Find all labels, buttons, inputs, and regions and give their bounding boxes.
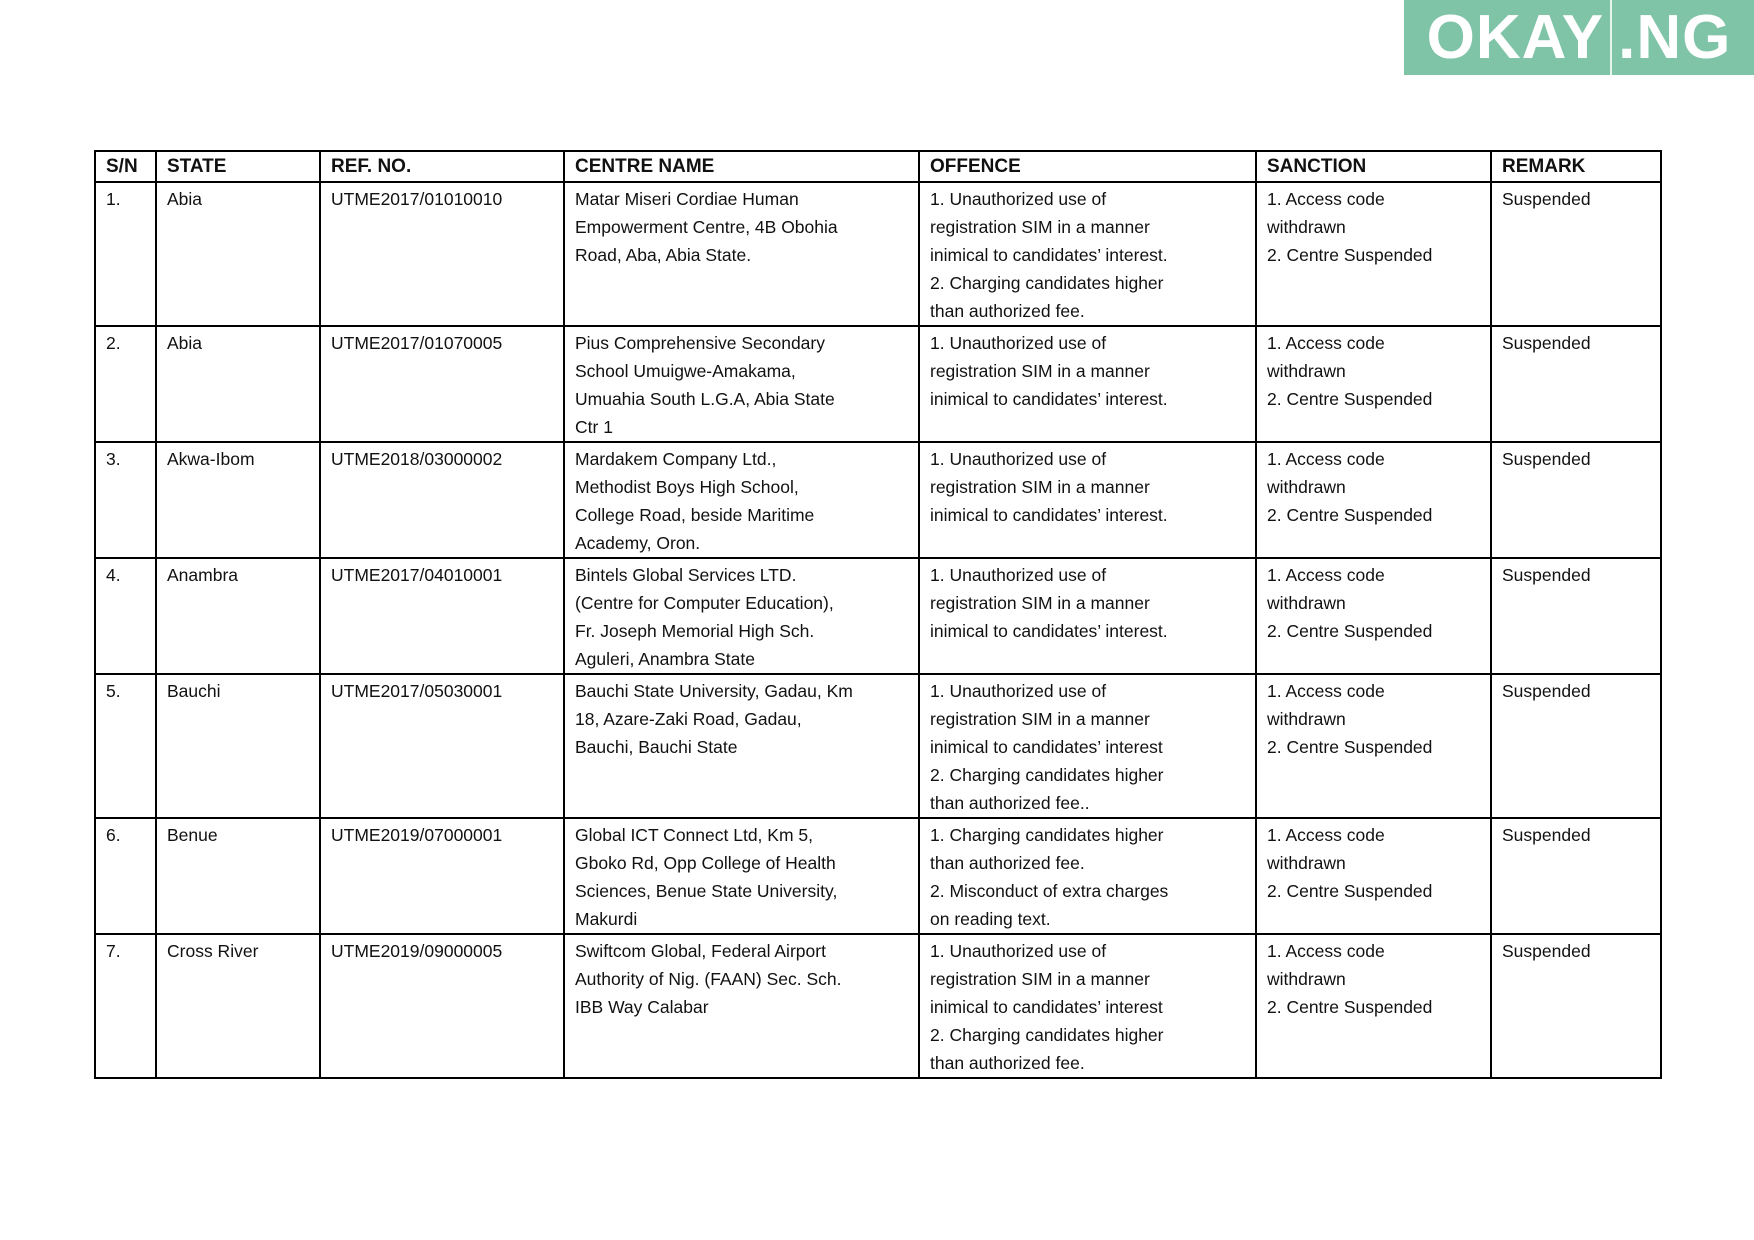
cell-line: 1. Unauthorized use of bbox=[930, 449, 1107, 469]
cell-line: Fr. Joseph Memorial High Sch. bbox=[575, 621, 815, 641]
cell-sanction bbox=[1256, 182, 1491, 326]
cell-line: 1. Charging candidates higher bbox=[930, 825, 1164, 845]
column-header-state: STATE bbox=[156, 151, 320, 182]
cell-line: Bauchi bbox=[167, 681, 221, 701]
cell-line: 1. Access code bbox=[1267, 333, 1385, 353]
cell-line: inimical to candidates’ interest. bbox=[930, 621, 1168, 641]
cell-line: Mardakem Company Ltd., bbox=[575, 449, 777, 469]
cell-line: 1. bbox=[106, 189, 121, 209]
column-header-serial-number: S/N bbox=[95, 151, 156, 182]
cell-line: Benue bbox=[167, 825, 218, 845]
cell-offence bbox=[919, 934, 1256, 1078]
cell-line: 2. Centre Suspended bbox=[1267, 245, 1433, 265]
cell-line: Aguleri, Anambra State bbox=[575, 649, 755, 669]
cell-line: UTME2018/03000002 bbox=[331, 449, 503, 469]
logo-text-right: .NG bbox=[1618, 3, 1732, 72]
cell-remark bbox=[1491, 182, 1661, 326]
cell-line: 2. Centre Suspended bbox=[1267, 737, 1433, 757]
okay-ng-logo bbox=[1404, 0, 1754, 75]
cell-line: UTME2019/07000001 bbox=[331, 825, 503, 845]
cell-line: 1. Access code bbox=[1267, 189, 1385, 209]
cell-line: 2. Centre Suspended bbox=[1267, 997, 1433, 1017]
column-header-sanction: SANCTION bbox=[1256, 151, 1491, 182]
cell-centre-name bbox=[564, 182, 919, 326]
cell-line: inimical to candidates’ interest bbox=[930, 737, 1163, 757]
column-header-ref-no: REF. NO. bbox=[320, 151, 564, 182]
cell-sanction bbox=[1256, 558, 1491, 674]
cell-line: UTME2017/01070005 bbox=[331, 333, 503, 353]
cell-line: withdrawn bbox=[1267, 709, 1346, 729]
cell-line: Bintels Global Services LTD. bbox=[575, 565, 797, 585]
cell-offence bbox=[919, 674, 1256, 818]
cell-line: Umuahia South L.G.A, Abia State bbox=[575, 389, 835, 409]
cell-state bbox=[156, 182, 320, 326]
cell-line: Abia bbox=[167, 333, 203, 353]
cell-line: Makurdi bbox=[575, 909, 638, 929]
cell-line: Pius Comprehensive Secondary bbox=[575, 333, 825, 353]
cell-line: Suspended bbox=[1502, 333, 1591, 353]
cell-line: withdrawn bbox=[1267, 217, 1346, 237]
cell-line: inimical to candidates’ interest. bbox=[930, 245, 1168, 265]
cell-line: 2. Centre Suspended bbox=[1267, 621, 1433, 641]
cell-centre-name bbox=[564, 442, 919, 558]
cell-line: Gboko Rd, Opp College of Health bbox=[575, 853, 836, 873]
cell-line: 2. Charging candidates higher bbox=[930, 765, 1164, 785]
cell-line: than authorized fee. bbox=[930, 301, 1085, 321]
cell-line: UTME2019/09000005 bbox=[331, 941, 503, 961]
table-row bbox=[95, 934, 1661, 1078]
cell-line: Suspended bbox=[1502, 941, 1591, 961]
cell-line: 1. Unauthorized use of bbox=[930, 333, 1107, 353]
cell-sanction bbox=[1256, 934, 1491, 1078]
cell-sanction bbox=[1256, 818, 1491, 934]
cell-line: 6. bbox=[106, 825, 121, 845]
cell-line: 7. bbox=[106, 941, 121, 961]
cell-line: UTME2017/05030001 bbox=[331, 681, 503, 701]
cell-sanction bbox=[1256, 674, 1491, 818]
cell-line: 2. Centre Suspended bbox=[1267, 389, 1433, 409]
cell-line: Suspended bbox=[1502, 449, 1591, 469]
cell-line: 2. Charging candidates higher bbox=[930, 1025, 1164, 1045]
cell-remark bbox=[1491, 326, 1661, 442]
cell-ref-no bbox=[320, 674, 564, 818]
cell-line: inimical to candidates’ interest. bbox=[930, 389, 1168, 409]
cell-sanction bbox=[1256, 326, 1491, 442]
cell-line: Anambra bbox=[167, 565, 239, 585]
column-header-remark: REMARK bbox=[1491, 151, 1661, 182]
cell-sanction bbox=[1256, 442, 1491, 558]
table-row bbox=[95, 558, 1661, 674]
cell-line: Swiftcom Global, Federal Airport bbox=[575, 941, 826, 961]
cell-offence bbox=[919, 818, 1256, 934]
cell-centre-name bbox=[564, 818, 919, 934]
cell-line: Ctr 1 bbox=[575, 417, 613, 437]
logo-text-left: OKAY bbox=[1426, 3, 1605, 72]
cell-offence bbox=[919, 326, 1256, 442]
cell-line: 2. bbox=[106, 333, 121, 353]
cell-line: on reading text. bbox=[930, 909, 1051, 929]
cell-serial-number bbox=[95, 934, 156, 1078]
cell-ref-no bbox=[320, 442, 564, 558]
cell-line: withdrawn bbox=[1267, 593, 1346, 613]
cell-serial-number bbox=[95, 326, 156, 442]
cell-serial-number bbox=[95, 182, 156, 326]
cell-state bbox=[156, 674, 320, 818]
cell-line: 1. Unauthorized use of bbox=[930, 565, 1107, 585]
cell-line: Cross River bbox=[167, 941, 259, 961]
cell-centre-name bbox=[564, 558, 919, 674]
cell-offence bbox=[919, 558, 1256, 674]
cell-line: 1. Unauthorized use of bbox=[930, 681, 1107, 701]
sanctions-table bbox=[94, 150, 1662, 1079]
cell-state bbox=[156, 818, 320, 934]
cell-remark bbox=[1491, 934, 1661, 1078]
cell-line: College Road, beside Maritime bbox=[575, 505, 815, 525]
cell-line: 2. Charging candidates higher bbox=[930, 273, 1164, 293]
cell-line: Sciences, Benue State University, bbox=[575, 881, 838, 901]
cell-line: Road, Aba, Abia State. bbox=[575, 245, 752, 265]
cell-serial-number bbox=[95, 558, 156, 674]
cell-line: UTME2017/04010001 bbox=[331, 565, 503, 585]
cell-line: than authorized fee. bbox=[930, 853, 1085, 873]
cell-line: 2. Centre Suspended bbox=[1267, 505, 1433, 525]
cell-offence bbox=[919, 182, 1256, 326]
cell-line: UTME2017/01010010 bbox=[331, 189, 503, 209]
table-header-row bbox=[95, 151, 1661, 182]
cell-line: Global ICT Connect Ltd, Km 5, bbox=[575, 825, 813, 845]
cell-serial-number bbox=[95, 818, 156, 934]
cell-line: registration SIM in a manner bbox=[930, 477, 1150, 497]
cell-line: than authorized fee.. bbox=[930, 793, 1090, 813]
cell-line: 2. Misconduct of extra charges bbox=[930, 881, 1169, 901]
cell-line: Akwa-Ibom bbox=[167, 449, 255, 469]
cell-line: 2. Centre Suspended bbox=[1267, 881, 1433, 901]
cell-line: Bauchi, Bauchi State bbox=[575, 737, 738, 757]
cell-remark bbox=[1491, 442, 1661, 558]
cell-line: Abia bbox=[167, 189, 203, 209]
cell-line: Matar Miseri Cordiae Human bbox=[575, 189, 799, 209]
cell-line: registration SIM in a manner bbox=[930, 217, 1150, 237]
cell-line: registration SIM in a manner bbox=[930, 969, 1150, 989]
cell-centre-name bbox=[564, 326, 919, 442]
cell-line: IBB Way Calabar bbox=[575, 997, 709, 1017]
cell-line: Authority of Nig. (FAAN) Sec. Sch. bbox=[575, 969, 842, 989]
cell-line: Suspended bbox=[1502, 565, 1591, 585]
cell-remark bbox=[1491, 818, 1661, 934]
cell-line: 1. Unauthorized use of bbox=[930, 189, 1107, 209]
cell-line: withdrawn bbox=[1267, 853, 1346, 873]
cell-line: Suspended bbox=[1502, 825, 1591, 845]
table-row bbox=[95, 182, 1661, 326]
cell-remark bbox=[1491, 558, 1661, 674]
cell-line: 1. Unauthorized use of bbox=[930, 941, 1107, 961]
cell-line: withdrawn bbox=[1267, 477, 1346, 497]
cell-line: Empowerment Centre, 4B Obohia bbox=[575, 217, 838, 237]
cell-line: Suspended bbox=[1502, 189, 1591, 209]
cell-line: Methodist Boys High School, bbox=[575, 477, 799, 497]
table-row bbox=[95, 818, 1661, 934]
cell-centre-name bbox=[564, 674, 919, 818]
cell-line: Suspended bbox=[1502, 681, 1591, 701]
cell-line: 1. Access code bbox=[1267, 941, 1385, 961]
cell-offence bbox=[919, 442, 1256, 558]
cell-remark bbox=[1491, 674, 1661, 818]
cell-ref-no bbox=[320, 558, 564, 674]
cell-centre-name bbox=[564, 934, 919, 1078]
column-header-offence: OFFENCE bbox=[919, 151, 1256, 182]
cell-line: registration SIM in a manner bbox=[930, 361, 1150, 381]
cell-line: 3. bbox=[106, 449, 121, 469]
cell-line: Academy, Oron. bbox=[575, 533, 701, 553]
cell-state bbox=[156, 326, 320, 442]
cell-line: withdrawn bbox=[1267, 969, 1346, 989]
cell-line: 1. Access code bbox=[1267, 681, 1385, 701]
table-row bbox=[95, 674, 1661, 818]
cell-line: 1. Access code bbox=[1267, 449, 1385, 469]
table-row bbox=[95, 326, 1661, 442]
cell-line: than authorized fee. bbox=[930, 1053, 1085, 1073]
cell-line: 4. bbox=[106, 565, 121, 585]
cell-line: School Umuigwe-Amakama, bbox=[575, 361, 796, 381]
column-header-centre-name: CENTRE NAME bbox=[564, 151, 919, 182]
cell-serial-number bbox=[95, 442, 156, 558]
cell-line: (Centre for Computer Education), bbox=[575, 593, 834, 613]
table-row bbox=[95, 442, 1661, 558]
cell-ref-no bbox=[320, 326, 564, 442]
cell-line: registration SIM in a manner bbox=[930, 709, 1150, 729]
cell-state bbox=[156, 934, 320, 1078]
cell-line: 1. Access code bbox=[1267, 565, 1385, 585]
cell-line: inimical to candidates’ interest bbox=[930, 997, 1163, 1017]
cell-ref-no bbox=[320, 934, 564, 1078]
cell-line: 5. bbox=[106, 681, 121, 701]
cell-line: 1. Access code bbox=[1267, 825, 1385, 845]
cell-line: Bauchi State University, Gadau, Km bbox=[575, 681, 853, 701]
cell-line: withdrawn bbox=[1267, 361, 1346, 381]
cell-state bbox=[156, 558, 320, 674]
cell-ref-no bbox=[320, 182, 564, 326]
cell-line: registration SIM in a manner bbox=[930, 593, 1150, 613]
cell-ref-no bbox=[320, 818, 564, 934]
cell-state bbox=[156, 442, 320, 558]
cell-line: 18, Azare-Zaki Road, Gadau, bbox=[575, 709, 802, 729]
cell-serial-number bbox=[95, 674, 156, 818]
cell-line: inimical to candidates’ interest. bbox=[930, 505, 1168, 525]
logo-divider bbox=[1610, 0, 1612, 75]
